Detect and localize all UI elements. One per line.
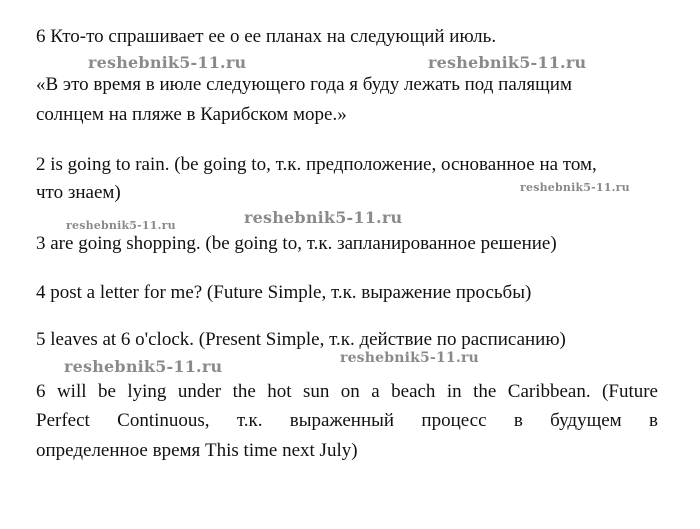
text-line-10: Perfect Continuous, т.к. выраженный процесс в будущем в	[36, 410, 658, 431]
watermark: reshebnik5-11.ru	[520, 181, 630, 194]
text-line-3: солнцем на пляже в Карибском море.»	[36, 104, 347, 125]
text-line-11: определенное время This time next July)	[36, 440, 358, 461]
watermark: reshebnik5-11.ru	[64, 357, 223, 376]
text-line-8: 5 leaves at 6 o'clock. (Present Simple, т.к. действие по расписанию)	[36, 329, 566, 350]
watermark: reshebnik5-11.ru	[66, 219, 176, 232]
watermark: reshebnik5-11.ru	[244, 208, 403, 227]
watermark: reshebnik5-11.ru	[340, 350, 479, 366]
watermark: reshebnik5-11.ru	[428, 53, 587, 72]
text-line-4: 2 is going to rain. (be going to, т.к. предположение, основанное на том,	[36, 154, 597, 175]
watermark: reshebnik5-11.ru	[88, 53, 247, 72]
text-line-9: 6 will be lying under the hot sun on a beach in the Caribbean. (Future	[36, 381, 658, 402]
text-line-2: «В это время в июле следующего года я буду лежать под палящим	[36, 74, 572, 95]
text-line-5: что знаем)	[36, 182, 121, 203]
text-line-6: 3 are going shopping. (be going to, т.к. запланированное решение)	[36, 233, 557, 254]
text-line-7: 4 post a letter for me? (Future Simple, т.к. выражение просьбы)	[36, 282, 532, 303]
text-line-1: 6 Кто-то спрашивает ее о ее планах на следующий июль.	[36, 26, 497, 47]
